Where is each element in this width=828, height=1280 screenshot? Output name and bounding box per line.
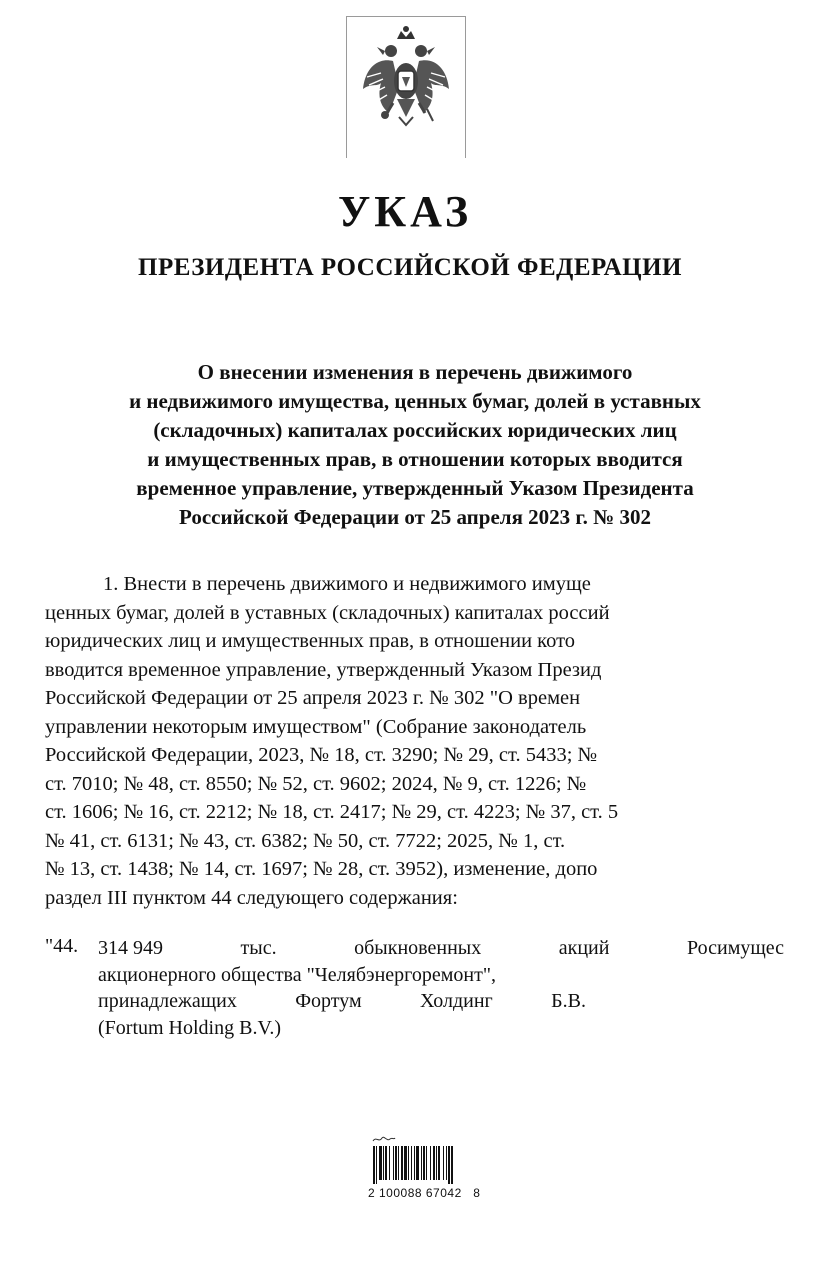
- barcode-icon: [372, 1146, 490, 1184]
- item-word: Росимущес: [686, 937, 784, 959]
- body-line: Российской Федерации от 25 апреля 2023 г. № 302 "О времен: [45, 687, 581, 709]
- heading-line: (складочных) капиталах российских юридических лиц: [153, 418, 677, 442]
- item-line: акционерного общества "Челябэнергоремонт",: [98, 963, 497, 986]
- item-line: [98, 935, 784, 962]
- body-line: № 41, ст. 6131; № 43, ст. 6382; № 50, ст. 7722; 2025, № 1, ст.: [45, 829, 566, 852]
- body-line: Российской Федерации, 2023, № 18, ст. 3290; № 29, ст. 5433; №: [45, 744, 598, 766]
- item-word: Холдинг: [420, 990, 493, 1012]
- body-line: ст. 1606; № 16, ст. 2212; № 18, ст. 2417; № 29, ст. 4223; № 37, ст. 5: [45, 801, 619, 823]
- body-line: 1. Внести в перечень движимого и недвижимого имуще: [103, 573, 591, 595]
- heading-line: Российской Федерации от 25 апреля 2023 г. № 302: [179, 505, 651, 529]
- barcode-digits: 2 100088 67042 8: [368, 1186, 481, 1200]
- body-line: раздел III пунктом 44 следующего содержания:: [45, 886, 458, 909]
- heading-line: О внесении изменения в перечень движимого: [197, 360, 633, 384]
- item-word: тыс.: [240, 937, 277, 959]
- decree-body: [45, 570, 825, 912]
- item-word: обыкновенных: [354, 937, 482, 959]
- body-line: управлении некоторым имуществом" (Собрание законодатель: [45, 715, 587, 738]
- signature-mark-icon: [372, 1134, 396, 1144]
- body-line: вводится временное управление, утвержденный Указом Презид: [45, 658, 602, 681]
- body-line: № 13, ст. 1438; № 14, ст. 1697; № 28, ст. 3952), изменение, допо: [45, 858, 598, 880]
- item-word: Б.В.: [551, 990, 586, 1012]
- item-line: [98, 988, 586, 1015]
- item-word: 314 949: [98, 937, 163, 959]
- item-word: Фортум: [295, 990, 362, 1012]
- body-line: юридических лиц и имущественных прав, в отношении кото: [45, 630, 576, 652]
- document-title: УКАЗ: [337, 187, 473, 236]
- heading-line: временное управление, утвержденный Указом Президента: [136, 476, 694, 500]
- document-subtitle: ПРЕЗИДЕНТА РОССИЙСКОЙ ФЕДЕРАЦИИ: [138, 254, 682, 281]
- item-number: "44.: [45, 935, 79, 957]
- heading-line: и имущественных прав, в отношении которых вводится: [147, 447, 683, 471]
- item-text: [98, 935, 828, 1041]
- item-word: акций: [558, 937, 610, 959]
- item-line: (Fortum Holding B.V.): [98, 1016, 281, 1039]
- item-word: принадлежащих: [98, 990, 237, 1012]
- body-line: ценных бумаг, долей в уставных (складочных) капиталах россий: [45, 601, 610, 624]
- heading-line: и недвижимого имущества, ценных бумаг, долей в уставных: [129, 389, 701, 413]
- body-line: ст. 7010; № 48, ст. 8550; № 52, ст. 9602; 2024, № 9, ст. 1226; №: [45, 772, 587, 795]
